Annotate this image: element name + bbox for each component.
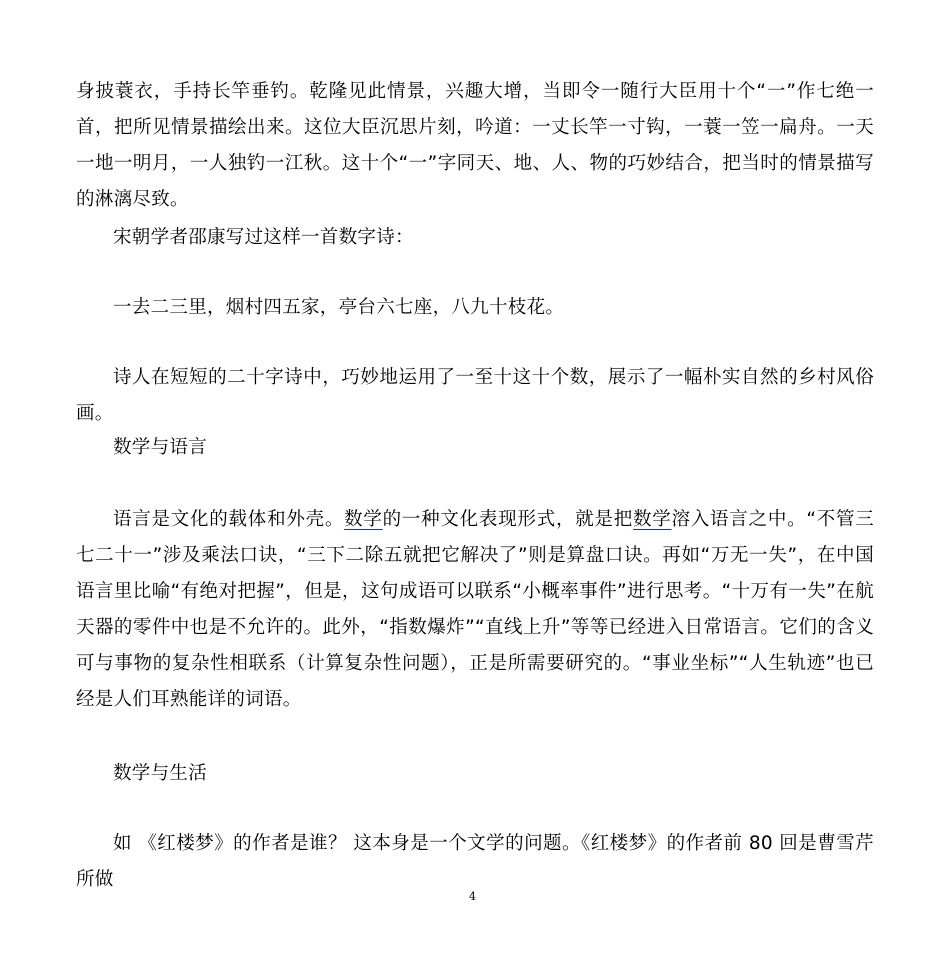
paragraph-number-poem: 一去二三里，烟村四五家，亭台六七座，八九十枝花。 [113, 297, 565, 318]
paragraph-hongloumeng: 如 《红楼梦》的作者是谁？ 这本身是一个文学的问题。《红楼梦》的作者前 80 回是曹雪芹所做 [76, 833, 874, 890]
paragraph-text-segment: 的一种文化表现形式，就是把 [382, 509, 633, 530]
paragraph-poem-story: 身披蓑衣，手持长竿垂钓。乾隆见此情景，兴趣大增，当即令一随行大臣用十个“一”作七绝一首，把所见情景描绘出来。这位大臣沉思片刻，吟道：一丈长竿一寸钩，一蓑一笠一扁舟。一天一地一明月，一人独钓一江秋。这十个“一”字同天、地、人、物的巧妙结合，把当时的情景描写的淋漓尽致。 [76, 81, 874, 210]
math-link[interactable]: 数学 [344, 509, 383, 530]
paragraph-text-segment: 语言是文化的载体和外壳。 [113, 509, 345, 530]
paragraph-poem-comment: 诗人在短短的二十字诗中，巧妙地运用了一至十这十个数，展示了一幅朴实自然的乡村风俗画。 [76, 367, 874, 424]
page-number: 4 [469, 890, 476, 903]
math-link[interactable]: 数学 [633, 509, 672, 530]
paragraph-shao-kang-intro: 宋朝学者邵康写过这样一首数字诗： [113, 227, 414, 248]
section-heading-math-life: 数学与生活 [113, 763, 208, 784]
paragraph-math-language [76, 502, 874, 718]
section-heading-math-language: 数学与语言 [113, 437, 208, 458]
paragraph-text-segment: 溶入语言之中。“不管三七二十一”涉及乘法口诀，“三下二除五就把它解决了”则是算盘口诀。再如“万无一失”，在中国语言里比喻“有绝对把握”，但是，这句成语可以联系“小概率事件”进行思考。“十万有一失”在航天器的零件中也是不允许的。此外，“指数爆炸”“直线上升”等等已经进入日常语言。它们的含义可与事物的复杂性相联系（计算复杂性问题），正是所需要研究的。“事业坐标”“人生轨迹”也已经是人们耳熟能详的词语。 [76, 509, 874, 710]
